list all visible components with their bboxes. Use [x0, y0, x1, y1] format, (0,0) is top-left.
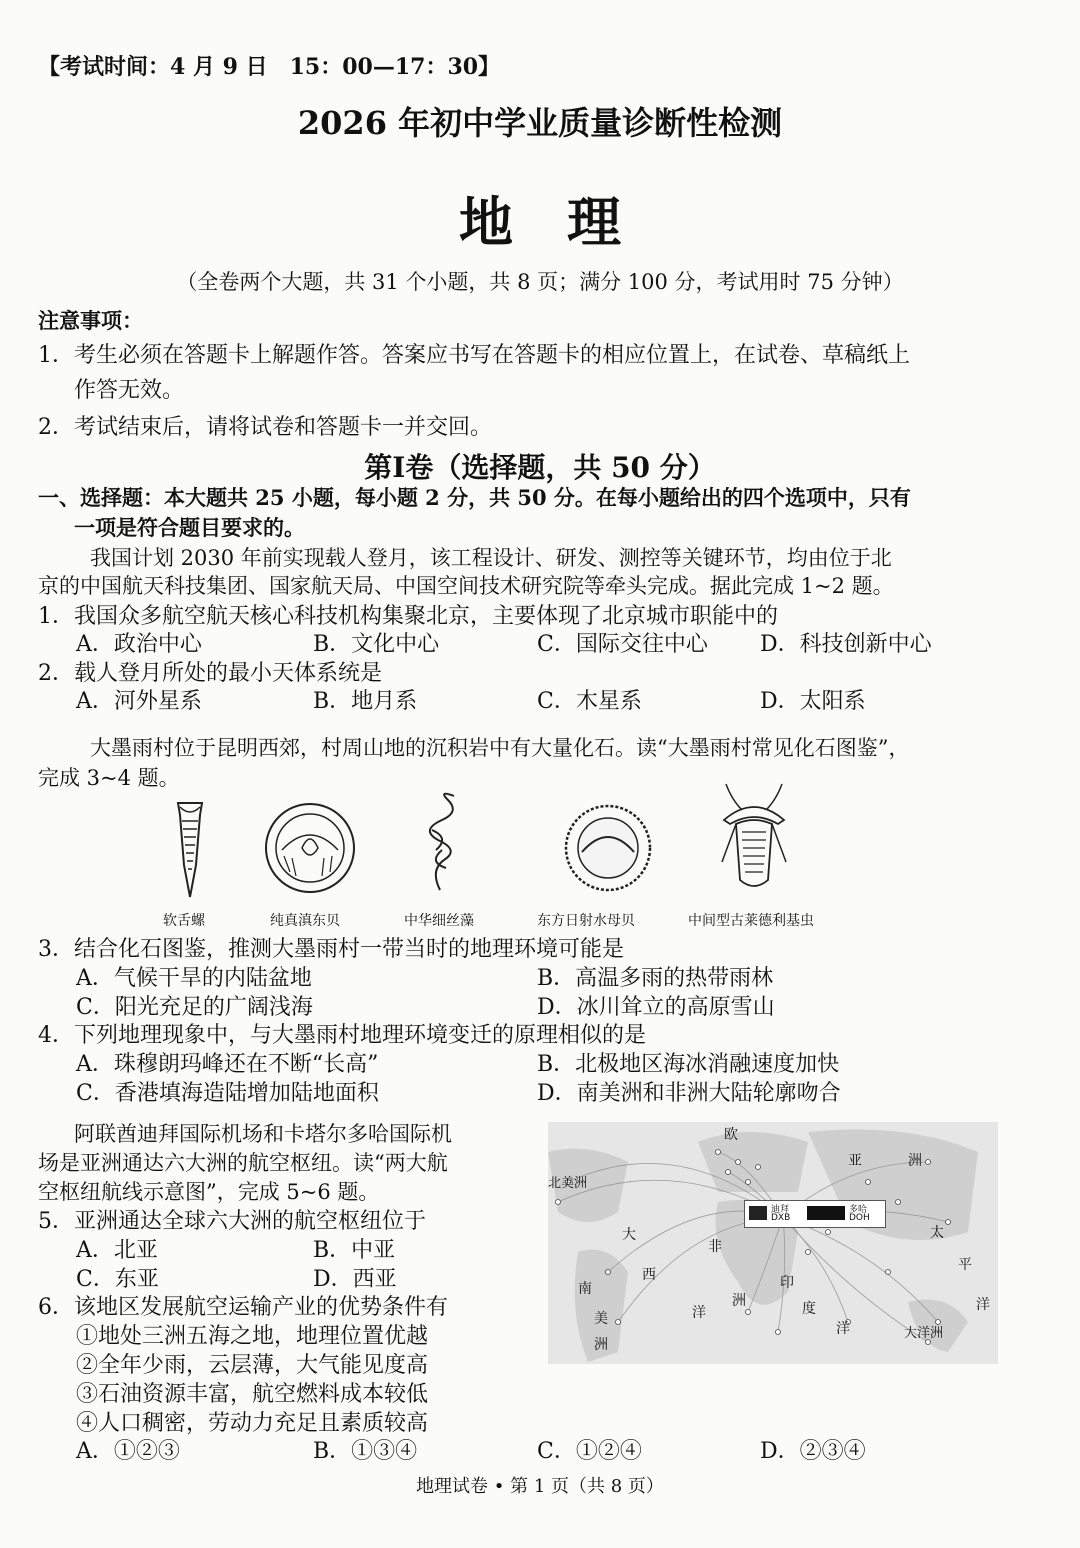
map-label-africa-1: 非 [708, 1239, 722, 1255]
passage-3: 阿联酋迪拜国际机场和卡塔尔多哈国际机 [74, 1122, 452, 1146]
map-label-south-america-1: 南 [578, 1281, 592, 1297]
passage-1: 我国计划 2030 年前实现载人登月，该工程设计、研发、测控等关键环节，均由位于北 [90, 546, 892, 570]
section-title: 第Ⅰ卷（选择题，共 50 分） [364, 451, 716, 484]
q3-stem: 3．结合化石图鉴，推测大墨雨村一带当时的地理环境可能是 [38, 937, 624, 962]
notice-item-2: 2．考试结束后，请将试卷和答题卡一并交回。 [38, 415, 492, 440]
algae-fossil-image [410, 790, 470, 900]
map-label-pacific-2: 平 [958, 1257, 972, 1273]
map-legend [744, 1200, 886, 1228]
legend-doh-code: DOH [849, 1213, 870, 1223]
map-label-africa-2: 洲 [732, 1293, 746, 1309]
notice-item-1: 1．考生必须在答题卡上解题作答。答案应书写在答题卡的相应位置上，在试卷、草稿纸上 [38, 343, 911, 368]
map-label-atlantic-1: 大 [622, 1227, 636, 1243]
fossil-caption-4: 东方日射水母贝 [537, 913, 635, 929]
q4-option-d: D．南美洲和非洲大陆轮廓吻合 [537, 1081, 841, 1106]
trilobite-fossil-image [712, 780, 796, 906]
legend-dxb-swatch [749, 1206, 767, 1220]
fossil-caption-1: 软舌螺 [163, 913, 205, 929]
q2-option-b: B．地月系 [313, 689, 418, 714]
q1-stem: 1．我国众多航空航天核心科技机构集聚北京，主要体现了北京城市职能中的 [38, 604, 778, 629]
hyolithes-fossil-image [160, 795, 220, 905]
q3-option-c: C．阳光充足的广阔浅海 [76, 995, 313, 1020]
map-label-oceania: 大洋洲 [904, 1326, 944, 1341]
legend-doh-label: 多哈 [849, 1205, 868, 1215]
map-label-asia-2: 洲 [908, 1153, 922, 1169]
map-label-atlantic-2: 西 [642, 1267, 656, 1283]
subject-title: 地 理 [459, 190, 621, 254]
map-label-asia-1: 亚 [848, 1153, 862, 1169]
q3-option-b: B．高温多雨的热带雨林 [537, 966, 774, 991]
q4-option-b: B．北极地区海冰消融速度加快 [537, 1052, 840, 1077]
q5-option-b: B．中亚 [313, 1238, 396, 1263]
map-label-indian-2: 度 [802, 1301, 816, 1317]
fossil-caption-3: 中华细丝藻 [404, 913, 474, 929]
page-footer: 地理试卷 • 第 1 页（共 8 页） [416, 1476, 664, 1497]
fossil-caption-2: 纯真滇东贝 [270, 913, 340, 929]
q6-statement-2: ②全年少雨，云层薄，大气能见度高 [76, 1353, 429, 1378]
q5-option-a: A．北亚 [76, 1238, 158, 1263]
q4-stem: 4．下列地理现象中，与大墨雨村地理环境变迁的原理相似的是 [38, 1023, 646, 1048]
map-label-south-america-2: 美 [594, 1311, 608, 1327]
brachiopod-fossil-image [262, 800, 358, 896]
q2-option-a: A．河外星系 [76, 689, 202, 714]
q6-statement-1: ①地处三洲五海之地，地理位置优越 [76, 1324, 429, 1349]
q1-option-d: D．科技创新中心 [760, 632, 932, 657]
map-label-pacific-3: 洋 [976, 1297, 990, 1313]
passage-1-cont: 京的中国航天科技集团、国家航天局、中国空间技术研究院等牵头完成。据此完成 1~2 题。 [38, 574, 894, 598]
fossil-caption-5: 中间型古莱德利基虫 [688, 913, 814, 929]
q6-statement-3: ③石油资源丰富，航空燃料成本较低 [76, 1382, 429, 1407]
q6-statement-4: ④人口稠密，劳动力充足且素质较高 [76, 1411, 429, 1436]
q6-option-c: C．①②④ [537, 1439, 642, 1464]
exam-time: 【考试时间：4 月 9 日 15：00—17：30】 [38, 54, 501, 80]
notice-heading: 注意事项： [38, 308, 143, 333]
passage-2: 大墨雨村位于昆明西郊，村周山地的沉积岩中有大量化石。读“大墨雨村常见化石图鉴”， [90, 736, 910, 760]
map-label-north-america: 北美洲 [548, 1176, 588, 1191]
q6-option-d: D．②③④ [760, 1439, 866, 1464]
passage-3-cont1: 场是亚洲通达六大洲的航空枢纽。读“两大航 [38, 1151, 448, 1175]
map-label-europe: 欧 [724, 1127, 738, 1143]
q2-option-c: C．木星系 [537, 689, 642, 714]
legend-dxb-label: 迪拜 [771, 1205, 790, 1215]
q3-option-d: D．冰川耸立的高原雪山 [537, 995, 775, 1020]
q5-stem: 5．亚洲通达全球六大洲的航空枢纽位于 [38, 1209, 426, 1234]
q1-option-b: B．文化中心 [313, 632, 440, 657]
passage-2-cont: 完成 3~4 题。 [38, 766, 180, 790]
q4-option-c: C．香港填海造陆增加陆地面积 [76, 1081, 379, 1106]
q2-option-d: D．太阳系 [760, 689, 866, 714]
q1-option-c: C．国际交往中心 [537, 632, 708, 657]
legend-dxb-code: DXB [771, 1213, 791, 1223]
q6-stem: 6．该地区发展航空运输产业的优势条件有 [38, 1295, 448, 1320]
q3-option-a: A．气候干旱的内陆盆地 [76, 966, 312, 991]
q5-option-c: C．东亚 [76, 1267, 159, 1292]
legend-doh-swatch [807, 1206, 845, 1220]
q6-option-b: B．①③④ [313, 1439, 418, 1464]
map-label-indian-3: 洋 [836, 1321, 850, 1337]
medusoid-fossil-image [560, 800, 656, 896]
map-label-pacific-1: 太 [930, 1225, 944, 1241]
map-label-atlantic-3: 洋 [692, 1305, 706, 1321]
exam-title: 2026 年初中学业质量诊断性检测 [297, 104, 783, 142]
notice-item-1-cont: 作答无效。 [74, 378, 185, 403]
q6-option-a: A．①②③ [76, 1439, 180, 1464]
exam-summary: （全卷两个大题，共 31 个小题，共 8 页；满分 100 分，考试用时 75 分钟） [176, 270, 904, 294]
map-label-indian-1: 印 [780, 1275, 794, 1291]
section-instructions-cont: 一项是符合题目要求的。 [74, 515, 305, 540]
q2-stem: 2．载人登月所处的最小天体系统是 [38, 661, 382, 686]
air-route-map [548, 1122, 998, 1364]
q4-option-a: A．珠穆朗玛峰还在不断“长高” [76, 1052, 379, 1077]
q1-option-a: A．政治中心 [76, 632, 202, 657]
passage-3-cont2: 空枢纽航线示意图”，完成 5~6 题。 [38, 1180, 380, 1204]
section-instructions: 一、选择题：本大题共 25 小题，每小题 2 分，共 50 分。在每小题给出的四个选项中，只有 [38, 485, 911, 510]
map-label-south-america-3: 洲 [594, 1337, 608, 1353]
q5-option-d: D．西亚 [313, 1267, 397, 1292]
